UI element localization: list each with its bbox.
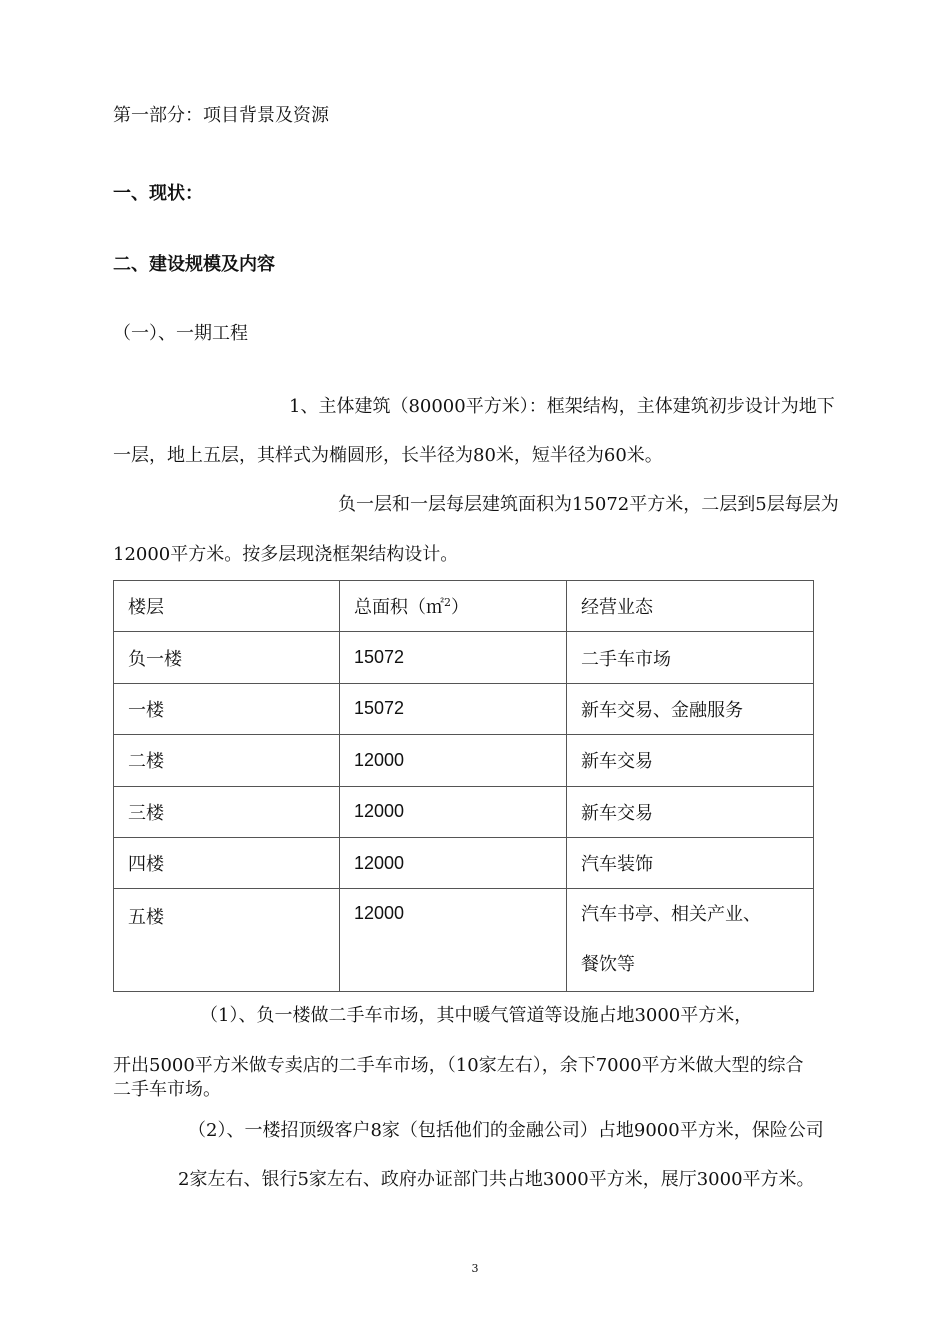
paragraph-main-building-line2: 一层，地上五层，其样式为椭圆形，长半径为80米，短半径为60米。 bbox=[113, 445, 663, 466]
part-title: 第一部分：项目背景及资源 bbox=[113, 105, 329, 126]
section-heading-status: 一、现状： bbox=[113, 183, 203, 204]
cell-business: 新车交易、金融服务 bbox=[567, 683, 814, 734]
header-business-type: 经营业态 bbox=[567, 581, 814, 632]
cell-business bbox=[567, 889, 814, 992]
table-row bbox=[114, 632, 814, 683]
header-floor: 楼层 bbox=[114, 581, 340, 632]
header-total-area bbox=[340, 581, 567, 632]
paragraph-first-floor-line1: （2）、一楼招顶级客户8家（包括他们的金融公司）占地9000平方米，保险公司 bbox=[188, 1120, 824, 1141]
cell-business-line: 餐饮等 bbox=[581, 954, 635, 976]
cell-business: 二手车市场 bbox=[567, 632, 814, 683]
paragraph-main-building-line1: 1、主体建筑（80000平方米）：框架结构，主体建筑初步设计为地下 bbox=[289, 396, 835, 417]
cell-area: 12000 bbox=[340, 837, 567, 888]
paragraph-first-floor-line2: 2家左右、银行5家左右、政府办证部门共占地3000平方米，展厅3000平方米。 bbox=[178, 1169, 815, 1190]
table-row bbox=[114, 735, 814, 786]
floor-area-table bbox=[113, 580, 814, 992]
table-row bbox=[114, 837, 814, 888]
table-row bbox=[114, 786, 814, 837]
table-row bbox=[114, 683, 814, 734]
cell-floor: 四楼 bbox=[114, 837, 340, 888]
cell-business-line: 汽车书亭、相关产业、 bbox=[581, 904, 761, 926]
cell-area: 12000 bbox=[340, 735, 567, 786]
cell-business: 汽车装饰 bbox=[567, 837, 814, 888]
table-row bbox=[114, 889, 814, 992]
section-heading-construction: 二、建设规模及内容 bbox=[113, 254, 275, 275]
header-total-area-sup: 2 bbox=[444, 596, 451, 610]
cell-floor: 二楼 bbox=[114, 735, 340, 786]
cell-area: 12000 bbox=[340, 786, 567, 837]
page-number: 3 bbox=[471, 1262, 479, 1275]
paragraph-basement-line3: 二手车市场。 bbox=[113, 1079, 221, 1100]
cell-area: 12000 bbox=[340, 889, 567, 992]
table-header-row bbox=[114, 581, 814, 632]
cell-floor: 三楼 bbox=[114, 786, 340, 837]
paragraph-floor-area-line1: 负一层和一层每层建筑面积为15072平方米，二层到5层每层为 bbox=[338, 494, 839, 515]
cell-area: 15072 bbox=[340, 683, 567, 734]
paragraph-basement-line1: （1）、负一楼做二手车市场，其中暖气管道等设施占地3000平方米， bbox=[200, 1005, 753, 1026]
paragraph-floor-area-line2: 12000平方米。按多层现浇框架结构设计。 bbox=[113, 544, 459, 565]
cell-business: 新车交易 bbox=[567, 735, 814, 786]
cell-business: 新车交易 bbox=[567, 786, 814, 837]
subsection-heading-phase1: （一）、一期工程 bbox=[113, 323, 248, 344]
header-total-area-suffix: ） bbox=[451, 597, 469, 619]
cell-floor: 负一楼 bbox=[114, 632, 340, 683]
cell-area: 15072 bbox=[340, 632, 567, 683]
cell-floor: 一楼 bbox=[114, 683, 340, 734]
header-total-area-prefix: 总面积（㎡ bbox=[354, 597, 444, 619]
cell-floor: 五楼 bbox=[114, 889, 340, 992]
paragraph-basement-line2: 开出5000平方米做专卖店的二手车市场，（10家左右），余下7000平方米做大型的综合 bbox=[113, 1055, 804, 1076]
